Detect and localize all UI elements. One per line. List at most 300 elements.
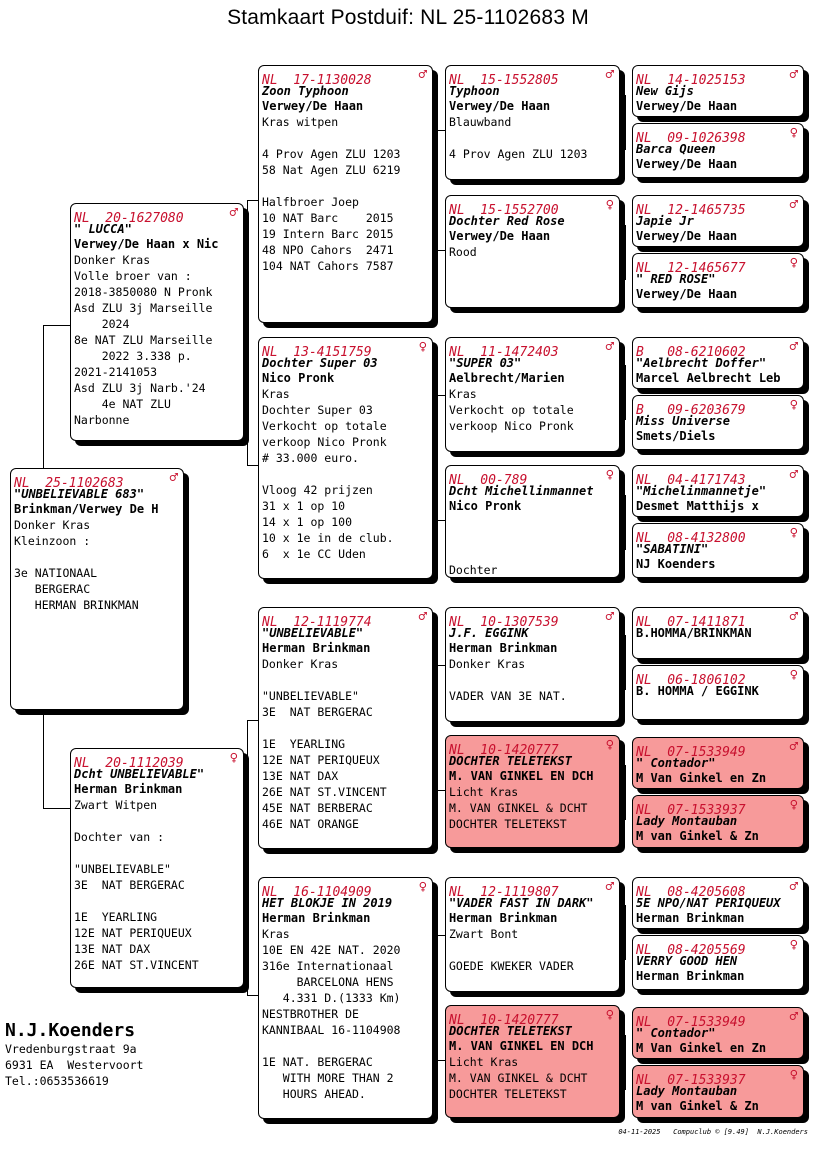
pigeon-note-line: Rood xyxy=(449,245,477,259)
pigeon-note-line: 12E NAT PERIQUEUX xyxy=(74,926,192,940)
pigeon-name: Lady Montauban xyxy=(636,1084,738,1098)
pigeon-note-line: 4 Prov Agen ZLU 1203 xyxy=(262,147,401,161)
connector-line xyxy=(625,1035,626,1090)
pigeon-note-line: GOEDE KWEKER VADER xyxy=(449,959,574,973)
pigeon-note-line: Donker Kras xyxy=(14,518,91,532)
pigeon-note-line: Kras xyxy=(262,927,290,941)
ring-number: NL 00-789 xyxy=(449,473,528,488)
pigeon-owner: Herman Brinkman xyxy=(74,782,183,796)
pigeon-note-line: 1E NAT. BERGERAC xyxy=(262,1055,373,1069)
pigeon-name: Typhoon xyxy=(449,84,500,98)
male-sex-icon: ♂ xyxy=(229,205,238,221)
pigeon-note-line: KANNIBAAL 16-1104908 xyxy=(262,1023,401,1037)
pigeon-note-line: HERMAN BRINKMAN xyxy=(14,598,139,612)
female-sex-icon: ♀ xyxy=(605,1007,614,1023)
pigeon-name: DOCHTER TELETEKST xyxy=(449,754,572,768)
male-sex-icon: ♂ xyxy=(169,470,178,486)
pigeon-note-line: Zwart Witpen xyxy=(74,798,158,812)
pigeon-name: Dcht Michellinmannet xyxy=(449,484,594,498)
pigeon-note-line: 2024 xyxy=(74,317,130,331)
owner-phone: Tel.:0653536619 xyxy=(5,1074,109,1088)
pigeon-owner: Smets/Diels xyxy=(636,429,716,443)
card-header xyxy=(636,739,800,760)
pigeon-note-line: Verkocht op totale xyxy=(262,419,387,433)
card-header xyxy=(262,879,429,900)
connector-line xyxy=(625,95,626,150)
owner-street: Vredenburgstraat 9a xyxy=(5,1042,137,1056)
card-header xyxy=(262,339,429,360)
pigeon-card-g4-4[interactable] xyxy=(632,253,804,308)
pigeon-card-ggp-2[interactable] xyxy=(445,195,620,308)
female-sex-icon: ♀ xyxy=(418,339,427,355)
connector-line xyxy=(437,130,438,250)
pigeon-owner: B. HOMMA / EGGINK xyxy=(636,684,759,698)
pigeon-owner: Herman Brinkman xyxy=(449,641,558,655)
pigeon-note-line: HOURS AHEAD. xyxy=(262,1087,366,1101)
connector-line xyxy=(437,665,438,790)
pigeon-owner: Verwey/De Haan xyxy=(449,99,551,113)
pigeon-name: Zoon Typhoon xyxy=(262,84,349,98)
pigeon-owner: M van Ginkel & Zn xyxy=(636,829,759,843)
ring-number: NL 14-1025153 xyxy=(636,73,746,88)
pigeon-note-line: 6 x 1e CC Uden xyxy=(262,547,366,561)
pigeon-note-line: 10E EN 42E NAT. 2020 xyxy=(262,943,401,957)
male-sex-icon: ♂ xyxy=(605,879,614,895)
pigeon-note-line: 4e NAT ZLU xyxy=(74,397,171,411)
connector-line xyxy=(247,720,248,995)
pigeon-name: Lady Montauban xyxy=(636,814,738,828)
pigeon-owner: Verwey/De Haan x Nic xyxy=(74,237,219,251)
ring-number: NL 10-1420777 xyxy=(449,1013,559,1028)
card-header xyxy=(449,467,616,488)
pigeon-note-line: NESTBROTHER DE xyxy=(262,1007,359,1021)
card-header xyxy=(74,750,240,771)
card-header xyxy=(636,397,800,418)
pigeon-owner: M Van Ginkel en Zn xyxy=(636,771,767,785)
pigeon-note-line: Kleinzoon : xyxy=(14,534,91,548)
pigeon-owner: Nico Pronk xyxy=(262,371,335,385)
card-header xyxy=(449,737,616,758)
male-sex-icon: ♂ xyxy=(418,67,427,83)
pigeon-note-line: M. VAN GINKEL & DCHT xyxy=(449,1071,588,1085)
pigeon-note-line: 45E NAT BERBERAC xyxy=(262,801,373,815)
pigeon-card-sire-sire[interactable] xyxy=(258,65,433,323)
female-sex-icon: ♀ xyxy=(789,667,798,683)
card-header xyxy=(636,125,800,146)
pigeon-note-line: 104 NAT Cahors 7587 xyxy=(262,259,394,273)
pigeon-owner: Marcel Aelbrecht Leb xyxy=(636,371,781,385)
pigeon-card-sire-dam[interactable] xyxy=(258,337,433,579)
card-header xyxy=(636,339,800,360)
pigeon-name: HET BLOKJE IN 2019 xyxy=(262,896,393,910)
pigeon-note-line: Blauwband xyxy=(449,115,512,129)
pigeon-name: "SUPER 03" xyxy=(449,356,522,370)
pigeon-name: Miss Universe xyxy=(636,414,730,428)
pigeon-note-line: Kras witpen xyxy=(262,115,339,129)
ring-number: NL 11-1472403 xyxy=(449,345,559,360)
pigeon-note-line: Halfbroer Joep xyxy=(262,195,359,209)
pigeon-note-line xyxy=(449,530,616,546)
footer-credit: 04-11-2025 Compuclub © [9.49] N.J.Koenders xyxy=(618,1128,808,1136)
card-header xyxy=(449,197,616,218)
connector-line xyxy=(43,325,72,326)
pigeon-card-ggp-6[interactable] xyxy=(445,735,620,848)
ring-number: NL 13-4151759 xyxy=(262,345,372,360)
pigeon-card-g4-5[interactable] xyxy=(632,337,804,389)
pigeon-note-line: "UNBELIEVABLE" xyxy=(262,689,359,703)
ring-number: NL 20-1112039 xyxy=(74,756,184,771)
pigeon-name: "SABATINI" xyxy=(636,542,709,556)
pigeon-note-line: Dochter van : xyxy=(74,830,165,844)
pigeon-note-line: 46E NAT ORANGE xyxy=(262,817,359,831)
pigeon-note-line: 4 Prov Agen ZLU 1203 xyxy=(449,147,588,161)
connector-line xyxy=(437,1060,445,1061)
connector-line xyxy=(437,250,445,251)
pigeon-name: " Contador" xyxy=(636,756,716,770)
pigeon-owner: Brinkman/Verwey De H xyxy=(14,502,159,516)
pigeon-name: "UNBELIEVABLE 683" xyxy=(14,487,145,501)
card-header xyxy=(636,467,800,488)
pigeon-note-line xyxy=(262,1038,429,1054)
card-header xyxy=(262,609,429,630)
pigeon-owner: Nico Pronk xyxy=(449,499,522,513)
pigeon-note-line xyxy=(449,942,616,958)
ring-number: NL 17-1130028 xyxy=(262,73,372,88)
pigeon-note-line: 12E NAT PERIQUEUX xyxy=(262,753,380,767)
pigeon-name: VERRY GOOD HEN xyxy=(636,954,738,968)
pigeon-note-line: Donker Kras xyxy=(449,657,526,671)
ring-number: NL 10-1307539 xyxy=(449,615,559,630)
pigeon-note-line: BERGERAC xyxy=(14,582,91,596)
connector-line xyxy=(437,665,445,666)
female-sex-icon: ♀ xyxy=(789,397,798,413)
pigeon-card-g4-16[interactable] xyxy=(632,1065,804,1118)
card-header xyxy=(636,879,800,900)
pigeon-note-line: Asd ZLU 3j Narb.'24 xyxy=(74,381,206,395)
pigeon-note-line: DOCHTER TELETEKST xyxy=(449,1087,567,1101)
male-sex-icon: ♂ xyxy=(789,879,798,895)
card-header xyxy=(636,609,800,630)
pigeon-card-ggp-3[interactable] xyxy=(445,337,620,452)
pigeon-note-line: BARCELONA HENS xyxy=(262,975,394,989)
ring-number: NL 07-1533937 xyxy=(636,1073,746,1088)
pigeon-card-dam-dam[interactable] xyxy=(258,877,433,1119)
male-sex-icon: ♂ xyxy=(418,609,427,625)
ring-number: NL 06-1806102 xyxy=(636,673,746,688)
female-sex-icon: ♀ xyxy=(789,937,798,953)
card-header xyxy=(449,67,616,88)
female-sex-icon: ♀ xyxy=(605,197,614,213)
pigeon-note-line: 14 x 1 op 100 xyxy=(262,515,353,529)
pigeon-owner: Desmet Matthijs x xyxy=(636,499,759,513)
pigeon-owner: Herman Brinkman xyxy=(449,911,558,925)
pigeon-note-line: 13E NAT DAX xyxy=(262,769,339,783)
pigeon-name: "Michelinmannetje" xyxy=(636,484,767,498)
connector-line xyxy=(437,395,438,520)
male-sex-icon: ♂ xyxy=(789,1009,798,1025)
pigeon-card-dam[interactable] xyxy=(70,748,244,988)
pigeon-note-line: verkoop Nico Pronk xyxy=(449,419,574,433)
connector-line xyxy=(625,905,626,960)
ring-number: NL 20-1627080 xyxy=(74,211,184,226)
pigeon-name: 5E NPO/NAT PERIQUEUX xyxy=(636,896,781,910)
connector-line xyxy=(437,520,445,521)
pigeon-card-g4-9[interactable] xyxy=(632,607,804,659)
pigeon-note-line: 3e NATIONAAL xyxy=(14,566,98,580)
pigeon-card-g4-3[interactable] xyxy=(632,195,804,247)
card-header xyxy=(636,667,800,688)
pigeon-owner: NJ Koenders xyxy=(636,557,716,571)
card-header xyxy=(636,1067,800,1088)
female-sex-icon: ♀ xyxy=(789,797,798,813)
connector-line xyxy=(437,130,445,131)
pigeon-note-line: Volle broer van : xyxy=(74,269,192,283)
ring-number: NL 16-1104909 xyxy=(262,885,372,900)
pigeon-owner: Herman Brinkman xyxy=(262,641,371,655)
pigeon-card-ggp-5[interactable] xyxy=(445,607,620,722)
pigeon-note-line: 10 NAT Barc 2015 xyxy=(262,211,394,225)
pigeon-note-line: 13E NAT DAX xyxy=(74,942,151,956)
ring-number: NL 09-1026398 xyxy=(636,131,746,146)
card-header xyxy=(449,1007,616,1028)
pigeon-note-line: VADER VAN 3E NAT. xyxy=(449,689,567,703)
connector-line xyxy=(437,935,438,1060)
card-header xyxy=(636,1009,800,1030)
connector-line xyxy=(625,365,626,420)
pigeon-name: "UNBELIEVABLE" xyxy=(262,626,364,640)
pigeon-name: "Aelbrecht Doffer" xyxy=(636,356,767,370)
pigeon-note-line xyxy=(14,549,180,565)
pigeon-name: " LUCCA" xyxy=(74,222,132,236)
pigeon-note-line: 3E NAT BERGERAC xyxy=(262,705,373,719)
pigeon-note-line xyxy=(74,845,240,861)
ring-number: NL 07-1533949 xyxy=(636,745,746,760)
ring-number: NL 07-1533937 xyxy=(636,803,746,818)
card-header xyxy=(14,470,180,491)
pigeon-note-line xyxy=(262,466,429,482)
pigeon-note-line: 1E YEARLING xyxy=(262,737,346,751)
female-sex-icon: ♀ xyxy=(789,125,798,141)
pigeon-note-line xyxy=(74,813,240,829)
pigeon-card-g4-2[interactable] xyxy=(632,123,804,178)
pigeon-note-line: 19 Intern Barc 2015 xyxy=(262,227,394,241)
pigeon-name: New Gijs xyxy=(636,84,694,98)
card-header xyxy=(636,937,800,958)
connector-line xyxy=(43,808,72,809)
pigeon-owner: Verwey/De Haan xyxy=(636,287,738,301)
pigeon-note-line: 58 Nat Agen ZLU 6219 xyxy=(262,163,401,177)
pigeon-card-g4-12[interactable] xyxy=(632,795,804,848)
pigeon-note-line: "UNBELIEVABLE" xyxy=(74,862,171,876)
pigeon-note-line: Zwart Bont xyxy=(449,927,519,941)
pigeon-card-g4-15[interactable] xyxy=(632,1007,804,1059)
male-sex-icon: ♂ xyxy=(605,609,614,625)
page-title: Stamkaart Postduif: NL 25-1102683 M xyxy=(227,6,589,29)
pigeon-note-line: 2018-3850080 N Pronk xyxy=(74,285,213,299)
pigeon-note-line xyxy=(74,893,240,909)
pigeon-name: Dcht UNBELIEVABLE" xyxy=(74,767,205,781)
pigeon-card-ggp-1[interactable] xyxy=(445,65,620,180)
pigeon-note-line: 3E NAT BERGERAC xyxy=(74,878,185,892)
connector-line xyxy=(43,712,44,808)
female-sex-icon: ♀ xyxy=(789,1067,798,1083)
card-header xyxy=(449,609,616,630)
pigeon-note-line: 1E YEARLING xyxy=(74,910,158,924)
pigeon-card-ggp-8[interactable] xyxy=(445,1005,620,1118)
pigeon-note-line: # 33.000 euro. xyxy=(262,451,359,465)
pigeon-note-line: WITH MORE THAN 2 xyxy=(262,1071,394,1085)
female-sex-icon: ♀ xyxy=(789,255,798,271)
pigeon-card-dam-sire[interactable] xyxy=(258,607,433,849)
connector-line xyxy=(625,225,626,280)
male-sex-icon: ♂ xyxy=(605,67,614,83)
pigeon-owner: Herman Brinkman xyxy=(636,911,745,925)
pigeon-owner: B.HOMMA/BRINKMAN xyxy=(636,626,752,640)
pigeon-note-line: Donker Kras xyxy=(262,657,339,671)
card-header xyxy=(636,197,800,218)
pigeon-name: Dochter Super 03 xyxy=(262,356,378,370)
connector-line xyxy=(437,395,445,396)
pigeon-owner: Verwey/De Haan xyxy=(262,99,364,113)
pigeon-note-line: Kras xyxy=(449,387,477,401)
card-header xyxy=(636,525,800,546)
male-sex-icon: ♂ xyxy=(605,339,614,355)
pigeon-note-line xyxy=(449,130,616,146)
pigeon-note-line: Verkocht op totale xyxy=(449,403,574,417)
card-header xyxy=(636,797,800,818)
pigeon-owner: Aelbrecht/Marien xyxy=(449,371,565,385)
pigeon-card-g4-8[interactable] xyxy=(632,523,804,578)
male-sex-icon: ♂ xyxy=(789,197,798,213)
pigeon-name: DOCHTER TELETEKST xyxy=(449,1024,572,1038)
ring-number: NL 08-4205608 xyxy=(636,885,746,900)
pigeon-note-line: Donker Kras xyxy=(74,253,151,267)
pigeon-owner: Verwey/De Haan xyxy=(636,229,738,243)
card-header xyxy=(262,67,429,88)
connector-line xyxy=(625,495,626,550)
pigeon-owner: Herman Brinkman xyxy=(262,911,371,925)
connector-line xyxy=(437,935,445,936)
ring-number: NL 25-1102683 xyxy=(14,476,124,491)
pigeon-note-line: 26E NAT ST.VINCENT xyxy=(262,785,387,799)
pigeon-owner: Verwey/De Haan xyxy=(449,229,551,243)
ring-number: NL 12-1119774 xyxy=(262,615,372,630)
pigeon-note-line: Licht Kras xyxy=(449,1055,519,1069)
pigeon-note-line: Vloog 42 prijzen xyxy=(262,483,373,497)
pigeon-note-line: Licht Kras xyxy=(449,785,519,799)
male-sex-icon: ♂ xyxy=(789,609,798,625)
pigeon-note-line: Asd ZLU 3j Marseille xyxy=(74,301,213,315)
pigeon-card-g4-13[interactable] xyxy=(632,877,804,929)
pigeon-card-g4-10[interactable] xyxy=(632,665,804,720)
ring-number: B 09-6203679 xyxy=(636,403,746,418)
pigeon-owner: M. VAN GINKEL EN DCH xyxy=(449,769,594,783)
pigeon-name: Barca Queen xyxy=(636,142,716,156)
pigeon-note-line: 2022 3.338 p. xyxy=(74,349,192,363)
pigeon-card-g4-14[interactable] xyxy=(632,935,804,990)
male-sex-icon: ♂ xyxy=(789,67,798,83)
ring-number: NL 07-1533949 xyxy=(636,1015,746,1030)
pigeon-note-line: 26E NAT ST.VINCENT xyxy=(74,958,199,972)
female-sex-icon: ♀ xyxy=(418,879,427,895)
card-header xyxy=(636,255,800,276)
pigeon-note-line xyxy=(449,672,616,688)
ring-number: NL 07-1411871 xyxy=(636,615,746,630)
ring-number: B 08-6210602 xyxy=(636,345,746,360)
connector-line xyxy=(247,200,248,465)
pigeon-note-line: 31 x 1 op 10 xyxy=(262,499,346,513)
pigeon-owner: Verwey/De Haan xyxy=(636,99,738,113)
pigeon-note-line: DOCHTER TELETEKST xyxy=(449,817,567,831)
pigeon-name: "VADER FAST IN DARK" xyxy=(449,896,594,910)
pigeon-note-line: verkoop Nico Pronk xyxy=(262,435,387,449)
connector-line xyxy=(625,765,626,820)
owner-info xyxy=(5,1020,143,1089)
pigeon-note-line: 2021-2141053 xyxy=(74,365,158,379)
pigeon-note-line: M. VAN GINKEL & DCHT xyxy=(449,801,588,815)
pigeon-note-line xyxy=(262,720,429,736)
pigeon-owner: Verwey/De Haan xyxy=(636,157,738,171)
ring-number: NL 12-1465677 xyxy=(636,261,746,276)
pigeon-owner: M Van Ginkel en Zn xyxy=(636,1041,767,1055)
pigeon-note-line xyxy=(262,672,429,688)
pigeon-note-line: 8e NAT ZLU Marseille xyxy=(74,333,213,347)
ring-number: NL 12-1465735 xyxy=(636,203,746,218)
female-sex-icon: ♀ xyxy=(229,750,238,766)
ring-number: NL 15-1552700 xyxy=(449,203,559,218)
pigeon-note-line: 4.331 D.(1333 Km) xyxy=(262,991,401,1005)
card-header xyxy=(74,205,240,226)
connector-line xyxy=(43,325,44,470)
pigeon-card-sire[interactable] xyxy=(70,203,244,441)
pigeon-card-g4-6[interactable] xyxy=(632,395,804,450)
pigeon-name: Dochter Red Rose xyxy=(449,214,565,228)
pigeon-card-ggp-7[interactable] xyxy=(445,877,620,992)
pigeon-name: " Contador" xyxy=(636,1026,716,1040)
female-sex-icon: ♀ xyxy=(789,525,798,541)
pigeon-name: Japie Jr xyxy=(636,214,694,228)
ring-number: NL 12-1119807 xyxy=(449,885,559,900)
pigeon-card-g4-7[interactable] xyxy=(632,465,804,517)
owner-city: 6931 EA Westervoort xyxy=(5,1058,144,1072)
pigeon-owner: M. VAN GINKEL EN DCH xyxy=(449,1039,594,1053)
ring-number: NL 08-4205569 xyxy=(636,943,746,958)
pigeon-note-line: 48 NPO Cahors 2471 xyxy=(262,243,394,257)
pigeon-note-line xyxy=(449,546,616,562)
male-sex-icon: ♂ xyxy=(789,467,798,483)
pigeon-note-line: Dochter xyxy=(449,563,498,577)
pigeon-card-g4-11[interactable] xyxy=(632,737,804,789)
pigeon-name: J.F. EGGINK xyxy=(449,626,529,640)
card-header xyxy=(449,879,616,900)
pigeon-note-line: Dochter Super 03 xyxy=(262,403,373,417)
ring-number: NL 08-4132800 xyxy=(636,531,746,546)
female-sex-icon: ♀ xyxy=(605,737,614,753)
pigeon-card-subject[interactable] xyxy=(10,468,184,710)
pigeon-name: " RED ROSE" xyxy=(636,272,716,286)
pigeon-note-line: 10 x 1e in de club. xyxy=(262,531,394,545)
pigeon-note-line: Kras xyxy=(262,387,290,401)
pigeon-note-line xyxy=(262,130,429,146)
pigeon-note-line: Narbonne xyxy=(74,413,130,427)
connector-line xyxy=(437,790,445,791)
pigeon-card-g4-1[interactable] xyxy=(632,65,804,117)
male-sex-icon: ♂ xyxy=(789,739,798,755)
connector-line xyxy=(625,635,626,690)
pigeon-card-ggp-4[interactable] xyxy=(445,465,620,578)
card-header xyxy=(636,67,800,88)
pigeon-owner: Herman Brinkman xyxy=(636,969,745,983)
